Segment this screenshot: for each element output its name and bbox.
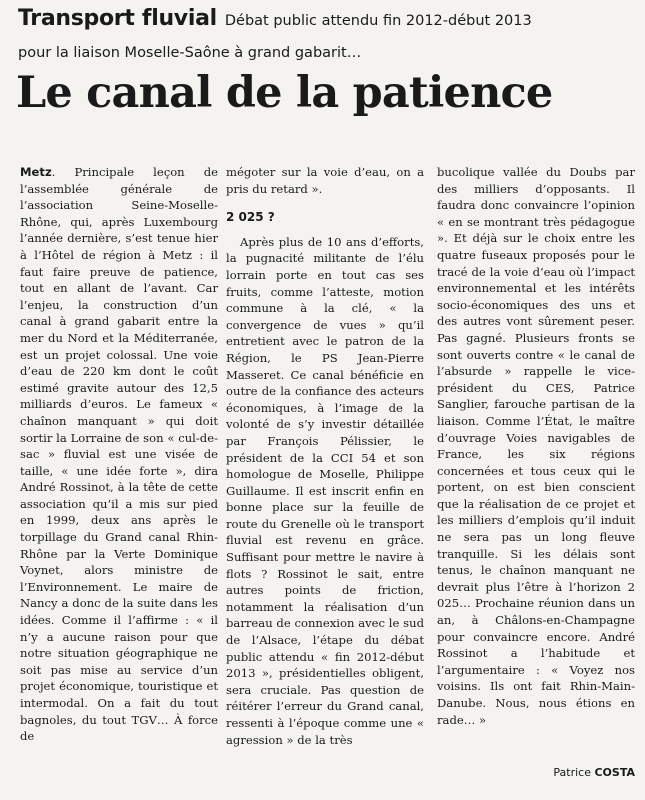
byline: [553, 766, 635, 779]
paragraph: mégoter sur la voie d’eau, on a pris du retard ».: [226, 165, 424, 196]
author-last-name: COSTA: [594, 766, 635, 779]
column-3: [437, 164, 635, 728]
rubric-label: Transport fluvial: [18, 6, 217, 31]
subtitle: Débat public attendu fin 2012-début 2013: [224, 13, 532, 29]
column-1: [20, 164, 218, 745]
headline: Le canal de la patience: [16, 68, 553, 118]
dateline: Metz: [20, 165, 52, 179]
author-first-name: Patrice: [553, 766, 591, 779]
article-kicker: [18, 6, 637, 31]
column-2: [226, 164, 424, 748]
col1-text: . Principale leçon de l’assemblée générale de l’association Seine-Moselle-Rhône, qui, après Luxembourg l’année dernière, s’est tenue hier à l’Hôtel de région à Metz : il faut faire preuve de patience, tout en allant de l’avant. Car l’enjeu, la construction d’un canal à grand gabarit entre la mer du Nord et la Méditerranée, est un projet colossal. Une voie d’eau de 220 km dont le coût estimé gravite autour des 12,5 milliards d’euros. Le fameux « chaînon manquant » qui doit sortir la Lorraine de son « cul-de-sac » fluvial est une visée de taille, « une idée forte », dira André Rossinot, à la tête de cette association qu’il a mis sur pied en 1999, deux ans après le torpillage du Grand canal Rhin-Rhône par la Verte Dominique Voynet, alors ministre de l’Environnement. Le maire de Nancy a donc de la suite dans les idées. Comme il l’affirme : « il n’y a aucune raison pour que notre situation géographique ne soit pas mise au service d’un projet économique, touristique et intermodal. On a fait du tout bagnoles, du tout TGV… À force de: [20, 165, 218, 744]
subheading: 2 025 ?: [226, 210, 275, 225]
paragraph: bucolique vallée du Doubs par des milliers d’opposants. Il faudra donc convaincre l’opinion « en se montrant très pédagogue ». Et déjà sur le choix entre les quatre fuseaux proposés pour le tracé de la voie d’eau où l’impact environnemental et les intérêts socio-économiques des uns et des autres vont sûrement peser. Pas gagné. Plusieurs fronts se sont ouverts contre « le canal de l’absurde » rappelle le vice-président du CES, Patrice Sanglier, farouche partisan de la liaison. Comme l’État, le maître d’ouvrage Voies navigables de France, les six régions concernées et tous ceux qui le portent, on est bien conscient que la réalisation de ce projet et les milliers d’emplois qu’il induit ne sera pas un long fleuve tranquille. Si les délais sont tenus, le chaînon manquant ne devrait plus l’être à l’horizon 2 025… Prochaine réunion dans un an, à Châlons-en-Champagne pour convaincre encore. André Rossinot a l’habitude et l’argumentaire : « Voyez nos voisins. Ils ont fait Rhin-Main-Danube. Nous, nous étions en rade… »: [437, 165, 635, 727]
subtitle-line2: pour la liaison Moselle-Saône à grand gabarit…: [18, 45, 362, 61]
paragraph: Après plus de 10 ans d’efforts, la pugnacité militante de l’élu lorrain porte en tout cas ses fruits, comme l’atteste, motion commune à la clé, « la convergence de vues » qu’il entretient avec le patron de la Région, le PS Jean-Pierre Masseret. Ce canal bénéficie en outre de la confiance des acteurs économiques, à l’image de la volonté de s’y investir détaillée par François Pélissier, le président de la CCI 54 et son homologue de Moselle, Philippe Guillaume. Il est inscrit enfin en bonne place sur la feuille de route du Grenelle où le transport fluvial est revenu en grâce. Suffisant pour mettre le navire à flots ? Rossinot le sait, entre autres points de friction, notamment la réalisation d’un barreau de connexion avec le sud de l’Alsace, l’étape du débat public attendu « fin 2012-début 2013 », présidentielles obligent, sera cruciale. Pas question de réitérer l’erreur du Grand canal, ressenti à l’époque comme une « agression » de la très: [226, 234, 424, 747]
paragraph: [20, 164, 218, 745]
